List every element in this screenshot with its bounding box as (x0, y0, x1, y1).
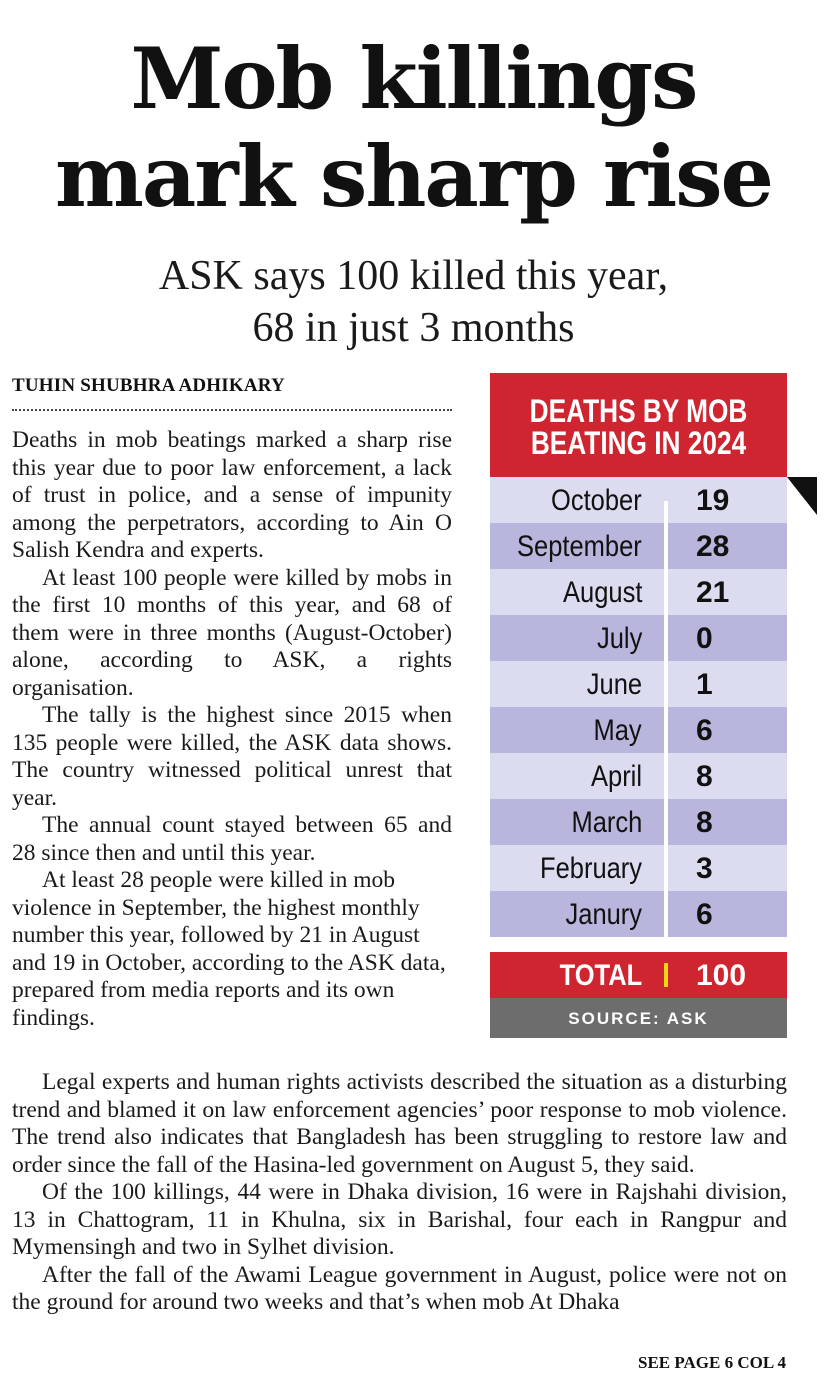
month-label: February (539, 852, 642, 885)
month-value: 6 (696, 714, 713, 747)
article-column-wide (12, 1069, 787, 1317)
month-value: 1 (696, 668, 713, 701)
headline-line-1: Mob killings (130, 29, 697, 128)
month-value: 0 (696, 622, 713, 655)
month-label: July (596, 622, 642, 655)
chart-rows (490, 477, 787, 937)
month-label: October (551, 484, 642, 517)
month-label: August (562, 576, 642, 609)
month-value: 8 (696, 806, 713, 839)
subheadline-line-1: ASK says 100 killed this year, (158, 253, 669, 299)
month-value: 28 (696, 530, 730, 563)
month-value: 8 (696, 760, 713, 793)
total-label: TOTAL (559, 959, 642, 992)
article-paragraph: At least 28 people were killed in mob violence in September, the highest monthly number this year, followed by 21 in August and 19 in October, according to the ASK data, prepared from media reports and its own findings. (12, 867, 446, 1031)
month-label: March (571, 806, 642, 839)
month-label: May (593, 714, 642, 747)
chart-row (490, 523, 787, 569)
month-label: April (590, 760, 642, 793)
chart-row (490, 799, 787, 845)
month-value: 6 (696, 898, 713, 931)
total-separator-bar (664, 963, 668, 987)
chart-source: SOURCE: ASK (490, 998, 787, 1038)
chart-title-line-1: DEATHS BY MOB (529, 393, 748, 429)
column-divider (664, 501, 668, 941)
article-paragraph: After the fall of the Awami League government in August, police were not on the ground for around two weeks and that’s when mob At Dhaka (12, 1261, 787, 1315)
deaths-by-month-chart (490, 373, 787, 1038)
subheadline (0, 250, 827, 354)
article-paragraph: At least 100 people were killed by mobs in the first 10 months of this year, and 68 of them were in three months (August-October) alone, according to ASK, a rights organisation. (12, 564, 452, 701)
headline-line-2: mark sharp rise (55, 127, 772, 226)
chart-row (490, 615, 787, 661)
corner-triangle-decoration (787, 477, 817, 515)
chart-row (490, 661, 787, 707)
article-column-narrow (12, 427, 452, 1032)
month-label: September (517, 530, 642, 563)
article-paragraph: The tally is the highest since 2015 when 135 people were killed, the ASK data shows. The country witnessed political unrest that year. (12, 702, 452, 811)
month-value: 21 (696, 576, 730, 609)
chart-title-line-2: BEATING IN 2024 (530, 425, 747, 461)
month-label: June (586, 668, 642, 701)
byline: TUHIN SHUBHRA ADHIKARY (12, 375, 285, 396)
chart-row (490, 891, 787, 937)
total-row (490, 952, 787, 998)
chart-row (490, 477, 787, 523)
article-paragraph: Of the 100 killings, 44 were in Dhaka division, 16 were in Rajshahi division, 13 in Chattogram, 11 in Khulna, six in Barishal, four each in Rangpur and Mymensingh and two in Sylhet division. (12, 1179, 787, 1260)
article-paragraph: Legal experts and human rights activists described the situation as a disturbing trend and blamed it on law enforcement agencies’ poor response to mob violence. The trend also indicates that Bangladesh has been struggling to restore law and order since the fall of the Hasina-led government on August 5, they said. (12, 1069, 787, 1178)
chart-row (490, 569, 787, 615)
chart-row (490, 753, 787, 799)
total-value: 100 (696, 959, 747, 992)
byline-divider (12, 409, 452, 411)
headline (0, 30, 827, 226)
chart-row (490, 845, 787, 891)
month-value: 3 (696, 852, 713, 885)
chart-title (490, 373, 787, 477)
month-value: 19 (696, 484, 730, 517)
subheadline-line-2: 68 in just 3 months (252, 305, 575, 351)
continuation-note: SEE PAGE 6 COL 4 (638, 1353, 786, 1372)
chart-row (490, 707, 787, 753)
month-label: Janury (565, 898, 642, 931)
article-paragraph: Deaths in mob beatings marked a sharp rise this year due to poor law enforcement, a lack of trust in police, and a sense of impunity among the perpetrators, according to Ain O Salish Kendra and experts. (12, 427, 452, 563)
article-paragraph: The annual count stayed between 65 and 28 since then and until this year. (12, 812, 452, 866)
